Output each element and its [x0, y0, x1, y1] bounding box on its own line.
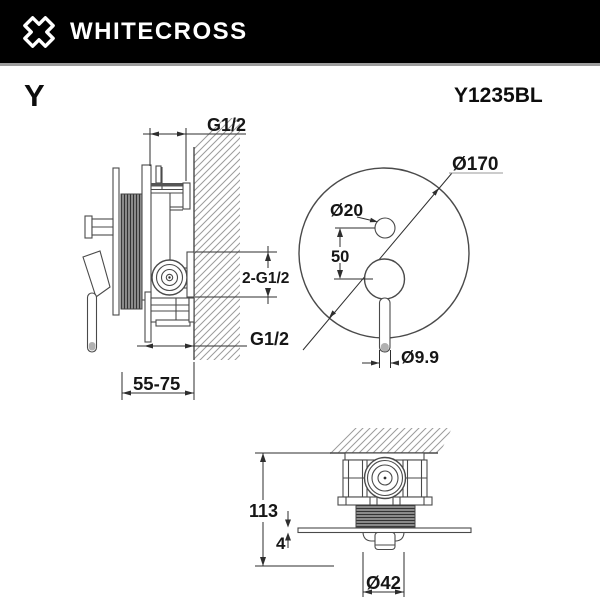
dim-label-plate-d: Ø170 — [452, 154, 499, 175]
wall-hatch-top-view — [330, 428, 452, 453]
dim-label-hub-d: Ø42 — [366, 572, 401, 593]
dim-label-inlets: 2-G1/2 — [242, 270, 290, 287]
model-code: Y1235BL — [454, 84, 543, 107]
dim-label-offset: 50 — [331, 248, 350, 266]
lever-stub — [375, 533, 395, 550]
dim-label-lever-d: Ø9.9 — [401, 347, 439, 367]
threaded-collar — [356, 505, 415, 527]
brand-name: WHITECROSS — [70, 17, 248, 45]
threaded-body — [121, 194, 142, 309]
dim-label-g12-top: G1/2 — [207, 115, 247, 135]
side-view-drawing — [83, 115, 295, 400]
dim-label-plate-thickness: 4 — [276, 534, 286, 553]
wall-hatch — [194, 118, 240, 360]
dim-label-height: 113 — [249, 501, 279, 521]
dim-label-button-d: Ø20 — [330, 200, 364, 220]
escutcheon-plate — [298, 528, 471, 533]
dim-label-g12-bottom: G1/2 — [250, 329, 290, 349]
series-label: Y — [24, 78, 45, 113]
front-view-drawing — [299, 154, 503, 368]
diverter-button-circle — [375, 218, 395, 238]
top-view-drawing — [249, 428, 471, 597]
dim-label-depth: 55-75 — [133, 373, 181, 394]
lever-base — [83, 251, 110, 297]
